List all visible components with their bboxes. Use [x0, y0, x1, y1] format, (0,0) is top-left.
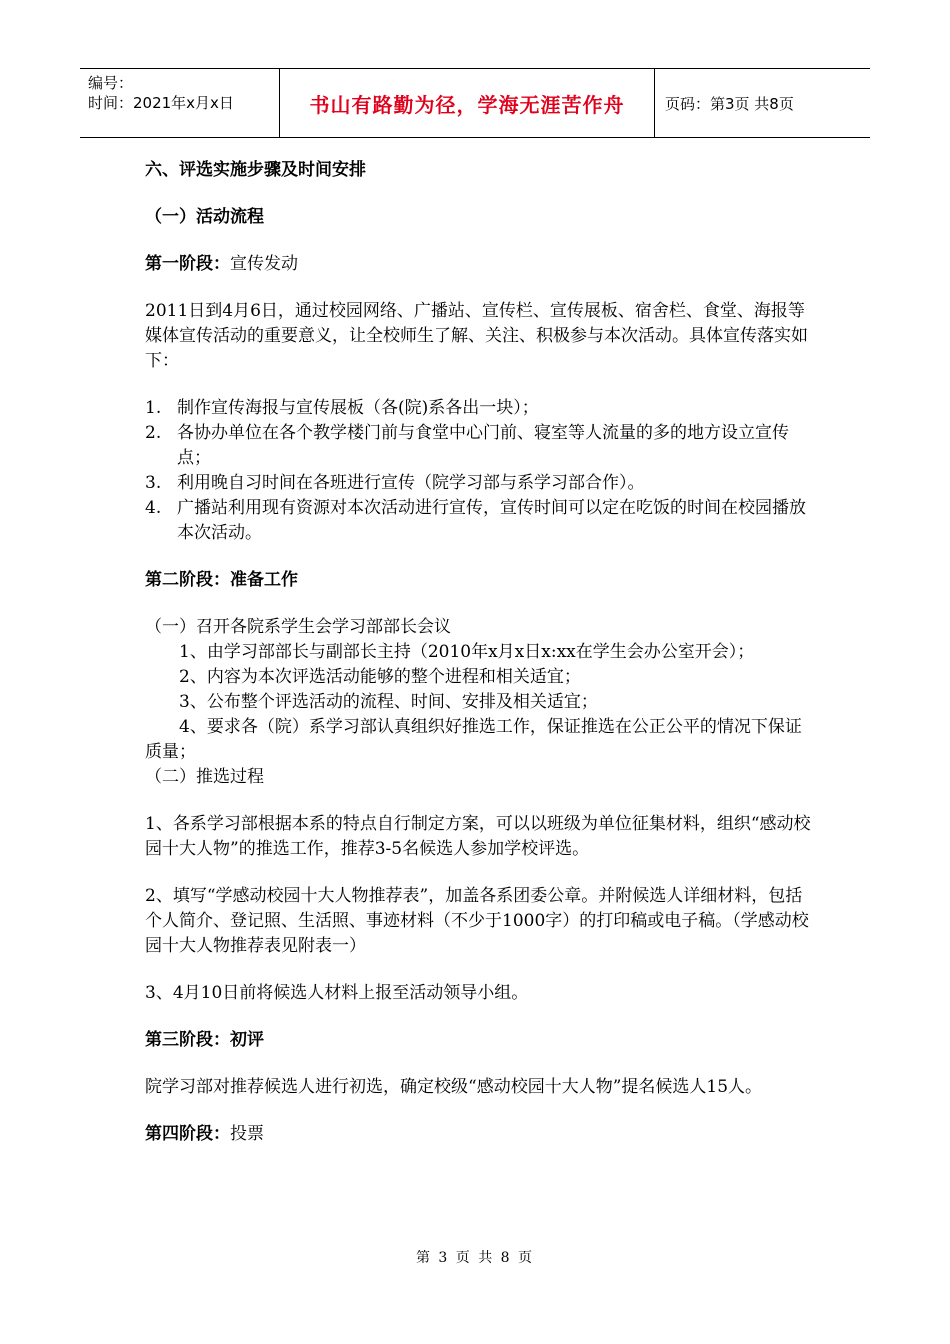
- stage4-label: 第四阶段：: [145, 1124, 230, 1144]
- meeting-title: （一）召开各院系学生会学习部部长会议: [145, 617, 451, 637]
- stage1-label: 第一阶段：: [145, 254, 230, 274]
- stage2-heading: 第二阶段：准备工作: [145, 570, 298, 590]
- list-item-number: 3.: [145, 473, 162, 493]
- process-title: （二）推选过程: [145, 767, 264, 787]
- list-item-text: 各协办单位在各个教学楼门前与食堂中心门前、寝室等人流量的多的地方设立宣传点；: [177, 423, 789, 468]
- meeting-item: 3、公布整个评选活动的流程、时间、安排及相关适宜；: [179, 692, 598, 712]
- stage1-intro: 2011日到4月6日，通过校园网络、广播站、宣传栏、宣传展板、宿舍栏、食堂、海报等媒体宣传活动的重要意义，让全校师生了解、关注、积极参与本次活动。具体宣传落实如下：: [145, 301, 808, 371]
- stage4-name: 投票: [230, 1124, 264, 1144]
- section-title: 六、评选实施步骤及时间安排: [145, 160, 366, 180]
- list-item-text: 制作宣传海报与宣传展板（各(院)系各出一块）；: [177, 398, 539, 418]
- stage1-heading: [145, 252, 815, 277]
- list-item: [145, 471, 815, 496]
- stage1-list: [145, 396, 815, 546]
- list-item: [145, 421, 815, 471]
- stage4-heading: [145, 1122, 815, 1147]
- list-item: [145, 496, 815, 546]
- list-item-number: 4.: [145, 498, 162, 518]
- process-item: 1、各系学习部根据本系的特点自行制定方案，可以以班级为单位征集材料，组织“感动校园十大人物”的推选工作，推荐3-5名候选人参加学校评选。: [145, 814, 811, 859]
- page-footer: 第 3 页 共 8 页: [415, 1250, 535, 1266]
- header-page-info: 页码：第3页 共8页: [665, 94, 794, 113]
- list-item-number: 2.: [145, 423, 162, 443]
- stage1-name: 宣传发动: [230, 254, 298, 274]
- meeting-item: 2、内容为本次评选活动能够的整个进程和相关适宜；: [179, 667, 581, 687]
- serial-number-label: 编号：: [88, 74, 134, 92]
- list-item-text: 利用晚自习时间在各班进行宣传（院学习部与系学习部合作）。: [177, 473, 645, 493]
- page-header: [80, 68, 870, 138]
- meeting-item: 1、由学习部部长与副部长主持（2010年x月x日x:xx在学生会办公室开会）；: [179, 642, 755, 662]
- process-item: 2、填写“学感动校园十大人物推荐表”，加盖各系团委公章。并附候选人详细材料，包括个人简介、登记照、生活照、事迹材料（不少于1000字）的打印稿或电子稿。（学感动校园十大人物推荐表见附表一）: [145, 886, 809, 956]
- stage3-text: 院学习部对推荐候选人进行初选，确定校级“感动校园十大人物”提名候选人15人。: [145, 1077, 763, 1097]
- list-item-text: 广播站利用现有资源对本次活动进行宣传，宣传时间可以定在吃饭的时间在校园播放本次活动。: [177, 498, 806, 543]
- header-motto: 书山有路勤为径，学海无涯苦作舟: [280, 69, 655, 137]
- list-item-number: 1.: [145, 398, 162, 418]
- document-body: [145, 158, 815, 1147]
- date-label: 时间：2021年x月x日: [88, 94, 234, 112]
- stage3-heading: 第三阶段：初评: [145, 1030, 264, 1050]
- process-item: 3、4月10日前将候选人材料上报至活动领导小组。: [145, 983, 529, 1003]
- list-item: [145, 396, 815, 421]
- meeting-item: 4、要求各（院）系学习部认真组织好推选工作，保证推选在公正公平的情况下保证质量；: [145, 717, 802, 762]
- subsection-title: （一）活动流程: [145, 207, 264, 227]
- header-meta: [80, 69, 280, 137]
